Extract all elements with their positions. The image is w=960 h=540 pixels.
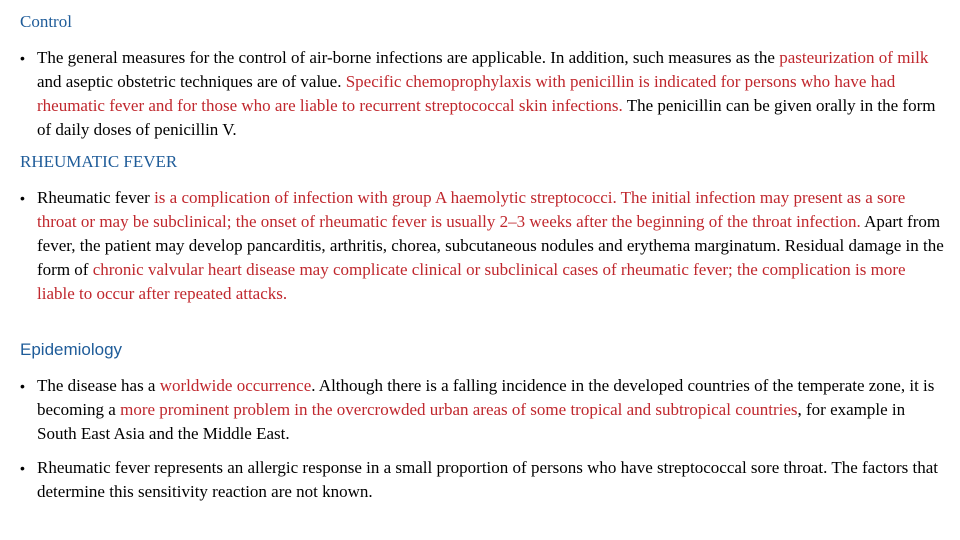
control-highlight-pasteurization: pasteurization of milk (779, 48, 929, 67)
epidemiology-text-1: The disease has a (37, 376, 160, 395)
epidemiology-text-2: . Although there is a falling incidence in the developed countries of the temperate zone, it is becoming a (37, 376, 935, 419)
control-text-2: and aseptic obstetric techniques are of value. (37, 72, 346, 91)
epidemiology-text-3: , for example in South East Asia and the Middle East. (37, 400, 906, 443)
epidemiology-bullet-1 (20, 374, 947, 446)
bullet-icon: • (20, 190, 25, 206)
rheumatic-highlight-valvular: chronic valvular heart disease may complicate clinical or subclinical cases of rheumatic fever; the complication is more liable to occur after repeated attacks. (37, 260, 906, 303)
epidemiology-highlight-urban: more prominent problem in the overcrowded urban areas of some tropical and subtropical countries (120, 400, 798, 419)
section-heading-control: Control (20, 12, 72, 31)
rheumatic-text-1: Rheumatic fever (37, 188, 155, 207)
control-text-1: The general measures for the control of air-borne infections are applicable. In addition, such measures as the (37, 48, 780, 67)
bullet-icon: • (20, 378, 25, 394)
epidemiology-text-4: Rheumatic fever represents an allergic response in a small proportion of persons who have streptococcal sore throat. The factors that determine this sensitivity reaction are not known. (37, 458, 939, 501)
control-text-3: The penicillin can be given orally in the form of daily doses of penicillin V. (37, 96, 936, 139)
control-highlight-chemoprophylaxis: Specific chemoprophylaxis with penicillin is indicated for persons who have had rheumatic fever and for those who are liable to recurrent streptococcal skin infections. (37, 72, 896, 115)
rheumatic-fever-bullet (20, 186, 947, 306)
bullet-icon: • (20, 460, 25, 476)
rheumatic-highlight-complication: is a complication of infection with group A haemolytic streptococci. The initial infection may present as a sore throat or may be subclinical; the onset of rheumatic fever is usually 2–3 weeks after the beginning of the throat infection. (37, 188, 906, 231)
epidemiology-highlight-worldwide: worldwide occurrence (159, 376, 312, 395)
control-bullet (20, 46, 947, 142)
section-heading-epidemiology: Epidemiology (20, 340, 123, 359)
rheumatic-text-2: Apart from fever, the patient may develop pancarditis, arthritis, chorea, subcutaneous nodules and erythema marginatum. Residual damage in the form of (37, 212, 944, 279)
epidemiology-bullet-2 (20, 456, 947, 504)
section-heading-rheumatic-fever: RHEUMATIC FEVER (20, 152, 178, 171)
bullet-icon: • (20, 50, 25, 66)
